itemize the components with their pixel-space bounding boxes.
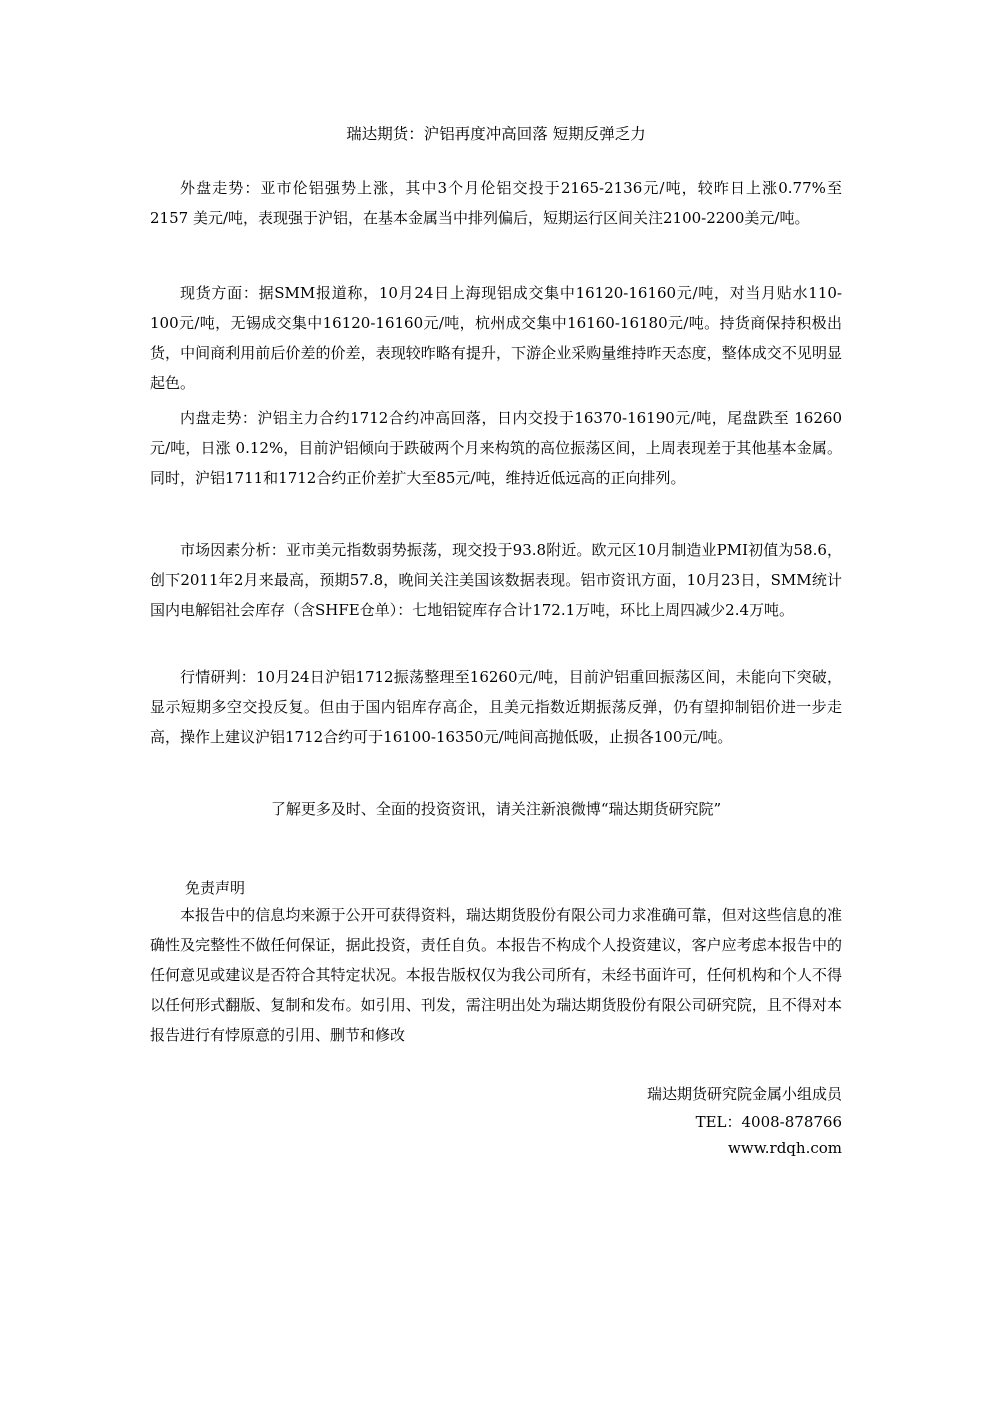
footer-website: www.rdqh.com [728, 1139, 842, 1157]
disclaimer-title: 免责声明 [185, 879, 246, 897]
paragraph-domestic-market: 内盘走势：沪铝主力合约1712合约冲高回落，日内交投于16370-16190元/吨，尾盘跌至 16260元/吨，日涨 0.12%，目前沪铝倾向于跌破两个月来构筑的高位振荡区间，上周表现差于其他基本金属。同时，沪铝1711和1712合约正价差扩大至85元/吨，维持近低远高的正向排列。 [150, 409, 842, 487]
footer-team: 瑞达期货研究院金属小组成员 [646, 1085, 842, 1103]
paragraph-market-factors: 市场因素分析：亚市美元指数弱势振荡，现交投于93.8附近。欧元区10月制造业PMI初值为58.6，创下2011年2月来最高，预期57.8，晚间关注美国该数据表现。铝市资讯方面，10月23日，SMM统计国内电解铝社会库存（含SHFE仓单）：七地铝锭库存合计172.1万吨，环比上周四减少2.4万吨。 [150, 541, 842, 619]
disclaimer-text: 本报告中的信息均来源于公开可获得资料，瑞达期货股份有限公司力求准确可靠，但对这些信息的准确性及完整性不做任何保证，据此投资，责任自负。本报告不构成个人投资建议，客户应考虑本报告中的任何意见或建议是否符合其特定状况。本报告版权仅为我公司所有，未经书面许可，任何机构和个人不得以任何形式翻版、复制和发布。如引用、刊发，需注明出处为瑞达期货股份有限公司研究院，且不得对本报告进行有悖原意的引用、删节和修改 [150, 906, 842, 1044]
footer-tel: TEL：4008-878766 [695, 1113, 842, 1131]
paragraph-spot-market: 现货方面：据SMM报道称，10月24日上海现铝成交集中16120-16160元/吨，对当月贴水110-100元/吨，无锡成交集中16120-16160元/吨，杭州成交集中16160-16180元/吨。持货商保持积极出货，中间商利用前后价差的价差，表现较昨略有提升，下游企业采购量维持昨天态度，整体成交不见明显起色。 [150, 284, 842, 392]
document-title: 瑞达期货：沪铝再度冲高回落 短期反弹乏力 [346, 125, 646, 143]
promo-line: 了解更多及时、全面的投资资讯，请关注新浪微博“瑞达期货研究院” [270, 800, 722, 818]
paragraph-market-outlook: 行情研判：10月24日沪铝1712振荡整理至16260元/吨，目前沪铝重回振荡区间，未能向下突破，显示短期多空交投反复。但由于国内铝库存高企，且美元指数近期振荡反弹，仍有望抑制铝价进一步走高，操作上建议沪铝1712合约可于16100-16350元/吨间高抛低吸，止损各100元/吨。 [150, 668, 842, 746]
paragraph-overseas-market: 外盘走势：亚市伦铝强势上涨，其中3个月伦铝交投于2165-2136元/吨，较昨日上涨0.77%至 2157 美元/吨，表现强于沪铝，在基本金属当中排列偏后，短期运行区间关注2100-2200美元/吨。 [150, 179, 842, 227]
